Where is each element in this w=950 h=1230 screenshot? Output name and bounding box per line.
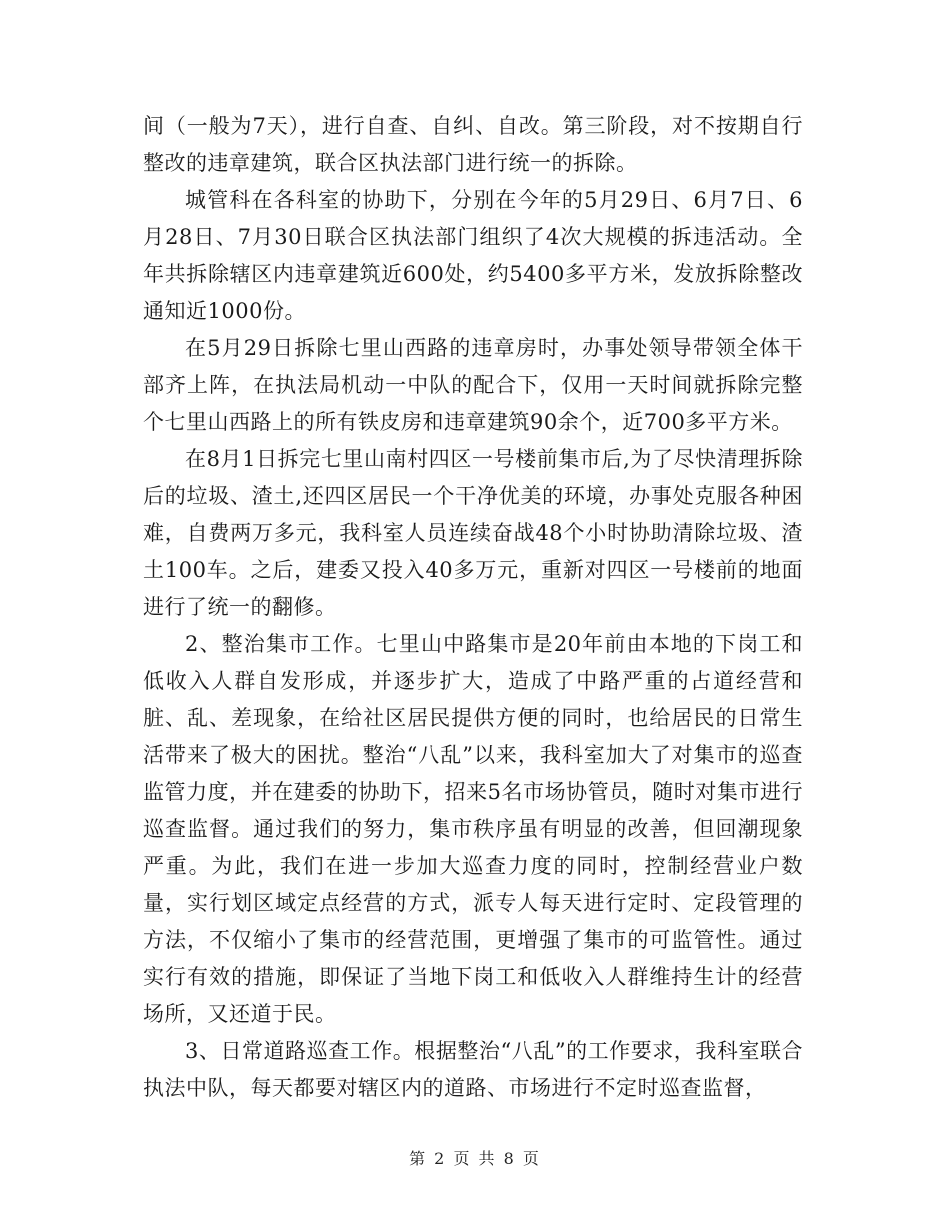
document-body: [143, 108, 803, 1107]
paragraph: 在8月1日拆完七里山南村四区一号楼前集市后,为了尽快清理拆除后的垃圾、渣土,还四区居民一个干净优美的环境，办事处克服各种困难，自费两万多元，我科室人员连续奋战48个小时协助清除垃圾、渣土100车。之后，建委又投入40多万元，重新对四区一号楼前的地面进行了统一的翻修。: [143, 447, 803, 619]
page-footer: [0, 1148, 950, 1170]
paragraph: 3、日常道路巡查工作。根据整治“八乱”的工作要求，我科室联合执法中队，每天都要对辖区内的道路、市场进行不定时巡查监督，: [143, 1039, 803, 1100]
paragraph: 间（一般为7天），进行自查、自纠、自改。第三阶段，对不按期自行整改的违章建筑，联合区执法部门进行统一的拆除。: [143, 114, 803, 175]
paragraph: 2、整治集市工作。七里山中路集市是20年前由本地的下岗工和低收入人群自发形成，并逐步扩大，造成了中路严重的占道经营和脏、乱、差现象，在给社区居民提供方便的同时，也给居民的日常生活带来了极大的困扰。整治“八乱”以来，我科室加大了对集市的巡查监管力度，并在建委的协助下，招来5名市场协管员，随时对集市进行巡查监督。通过我们的努力，集市秩序虽有明显的改善，但回潮现象严重。为此，我们在进一步加大巡查力度的同时，控制经营业户数量，实行划区域定点经营的方式，派专人每天进行定时、定段管理的方法，不仅缩小了集市的经营范围，更增强了集市的可监管性。通过实行有效的措施，即保证了当地下岗工和低收入人群维持生计的经营场所，又还道于民。: [143, 632, 803, 1026]
paragraph: 在5月29日拆除七里山西路的违章房时，办事处领导带领全体干部齐上阵，在执法局机动一中队的配合下，仅用一天时间就拆除完整个七里山西路上的所有铁皮房和违章建筑90余个，近700多平方米。: [143, 336, 803, 434]
paragraph: 城管科在各科室的协助下，分别在今年的5月29日、6月7日、6月28日、7月30日联合区执法部门组织了4次大规模的拆违活动。全年共拆除辖区内违章建筑近600处，约5400多平方米，发放拆除整改通知近1000份。: [143, 188, 803, 323]
page-number: 第 2 页 共 8 页: [409, 1149, 541, 1168]
